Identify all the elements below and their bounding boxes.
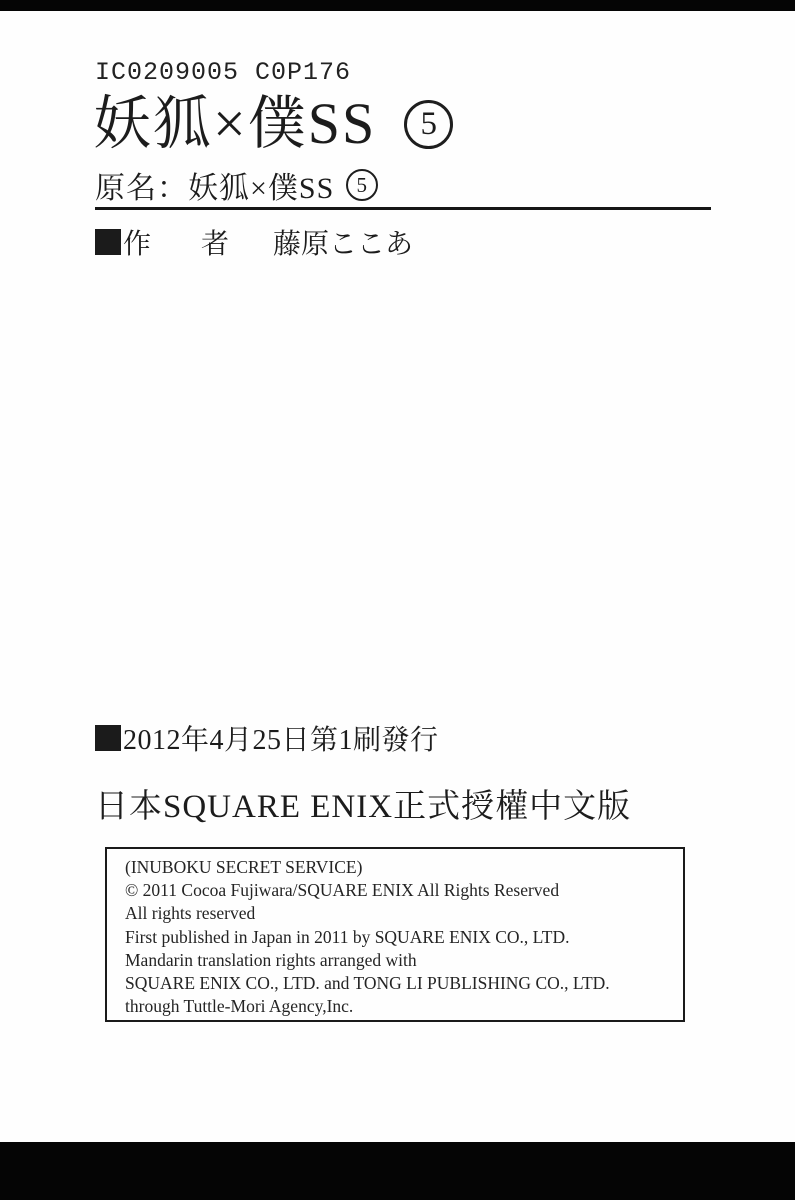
top-scan-border: [0, 0, 795, 11]
original-title-row: [95, 163, 378, 207]
publication-date: 2012年4月25日第1刷發行: [123, 725, 439, 756]
copyright-line: First published in Japan in 2011 by SQUARE ENIX CO., LTD.: [125, 926, 570, 947]
copyright-line: All rights reserved: [125, 903, 256, 924]
original-volume-number: 5: [356, 172, 369, 197]
bottom-scan-border: [0, 1142, 795, 1200]
book-title-row: [93, 92, 453, 156]
book-title: 妖狐×僕SS: [93, 91, 377, 156]
square-bullet-icon: [95, 229, 121, 255]
copyright-line: © 2011 Cocoa Fujiwara/SQUARE ENIX All Rights Reserved: [125, 880, 560, 901]
publication-date-row: [95, 718, 439, 758]
copyright-line: through Tuttle-Mori Agency,Inc.: [125, 996, 354, 1017]
divider-rule: [95, 207, 711, 210]
copyright-line: Mandarin translation rights arranged with: [125, 949, 417, 970]
square-bullet-icon: [95, 725, 121, 751]
author-name: 藤原ここあ: [273, 229, 414, 260]
license-statement: 日本SQUARE ENIX正式授權中文版: [95, 789, 632, 825]
author-row: [95, 222, 413, 262]
volume-circle-badge: [404, 100, 453, 149]
copyright-line: SQUARE ENIX CO., LTD. and TONG LI PUBLISHING CO., LTD.: [125, 973, 610, 994]
copyright-box: [105, 847, 685, 1022]
original-title-label: 原名：妖狐×僕SS: [95, 172, 335, 205]
original-volume-circle-badge: [346, 169, 378, 201]
volume-number: 5: [420, 105, 437, 142]
copyright-line: (INUBOKU SECRET SERVICE): [125, 857, 363, 877]
author-label-part1: 作: [123, 229, 152, 260]
print-code: IC0209005 C0P176: [95, 58, 352, 87]
author-label-part2: 者: [201, 229, 230, 260]
